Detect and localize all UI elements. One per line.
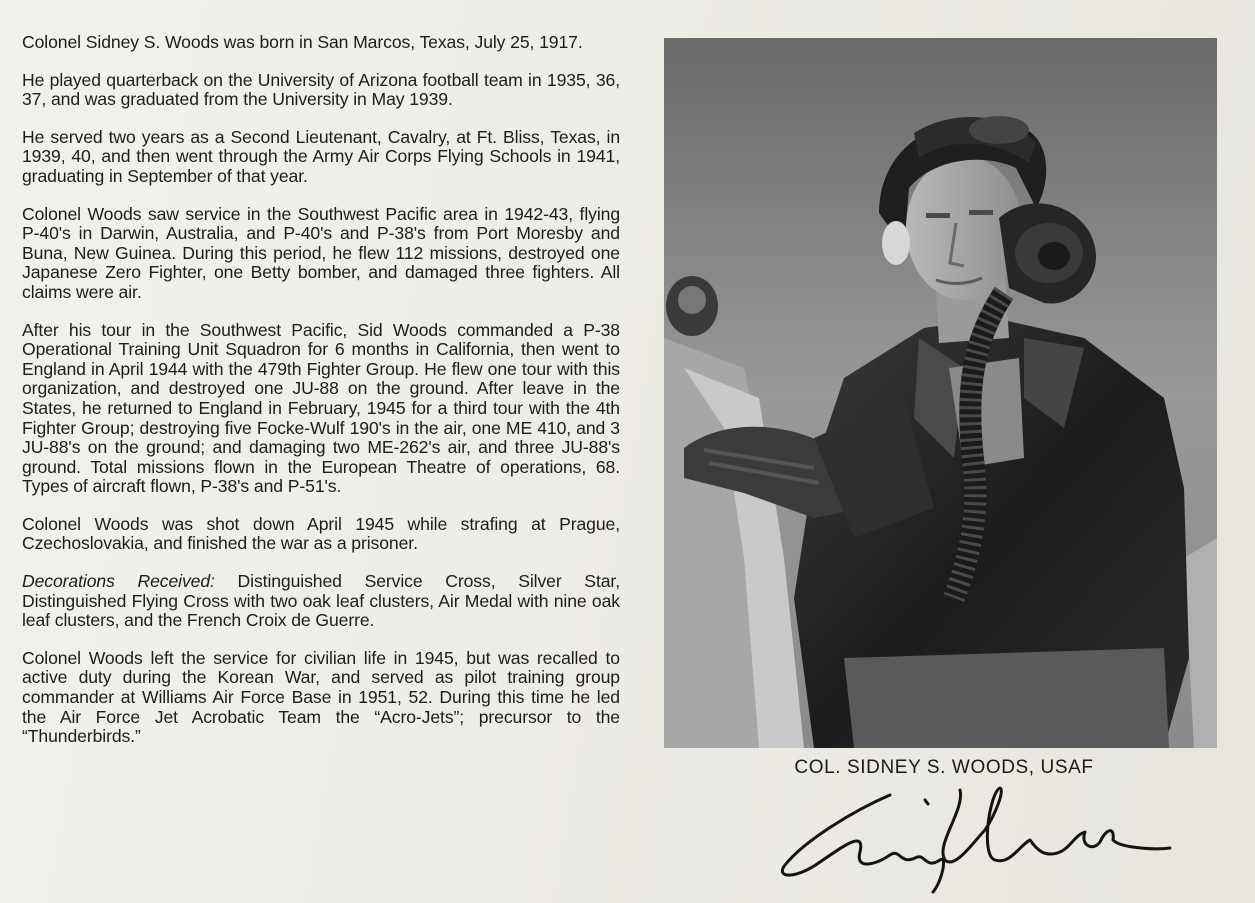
bio-paragraph-europe: After his tour in the Southwest Pacific, Sid Woods commanded a P-38 Operational Training Unit Squadron for 6 months in California, then went to England in April 1944 with the 479th Fighter Group. He flew one tour with this organization, and destroyed one JU-88 on the ground. After leave in the States, he returned to England in February, 1945 for a third tour with the 4th Fighter Group; destroying five Focke-Wulf 190's in the air, one ME 410, and 3 JU-88's on the ground; and damaging two ME-262's air, and three JU-88's ground. Total missions flown in the European Theatre of operations, 68. Types of aircraft flown, P-38's and P-51's. [22,319,620,497]
pilot-portrait-illustration [664,38,1217,748]
bio-paragraph-korea: Colonel Woods left the service for civilian life in 1945, but was recalled to active duty during the Korean War, and served as pilot training group commander at Williams Air Force Base in 1951, 52. During this time he led the Air Force Jet Acrobatic Team the “Acro-Jets”; precursor to the “Thunderbirds.” [22,647,620,747]
handwritten-signature [775,770,1185,895]
decorations-text: Distinguished Service Cross, Silver Star, Distinguished Flying Cross with two oak leaf clusters, Air Medal with nine oak leaf clusters, and the French Croix de Guerre. [22,571,620,631]
bio-paragraph-football: He played quarterback on the University of Arizona football team in 1935, 36, 37, and was graduated from the University in May 1939. [22,69,620,110]
bio-paragraph-pacific: Colonel Woods saw service in the Southwest Pacific area in 1942-43, flying P-40's in Darwin, Australia, and P-40's and P-38's from Port Moresby and Buna, New Guinea. During this period, he flew 112 missions, destroyed one Japanese Zero Fighter, one Betty bomber, and damaged three fighters. All claims were air. [22,203,620,302]
photo-caption: COL. SIDNEY S. WOODS, USAF [794,757,1094,778]
bio-paragraph-decorations [22,572,620,631]
biography-text [22,33,620,765]
bio-paragraph-prisoner: Colonel Woods was shot down April 1945 while strafing at Prague, Czechoslovakia, and finished the war as a prisoner. [22,513,620,554]
bio-paragraph-cavalry: He served two years as a Second Lieutenant, Cavalry, at Ft. Bliss, Texas, in 1939, 40, and then went through the Army Air Corps Flying Schools in 1941, graduating in September of that year. [22,126,620,186]
decorations-label: Decorations Received: [22,571,215,592]
pilot-portrait-photo [664,38,1217,748]
bio-paragraph-birth: Colonel Sidney S. Woods was born in San Marcos, Texas, July 25, 1917. [22,32,583,52]
